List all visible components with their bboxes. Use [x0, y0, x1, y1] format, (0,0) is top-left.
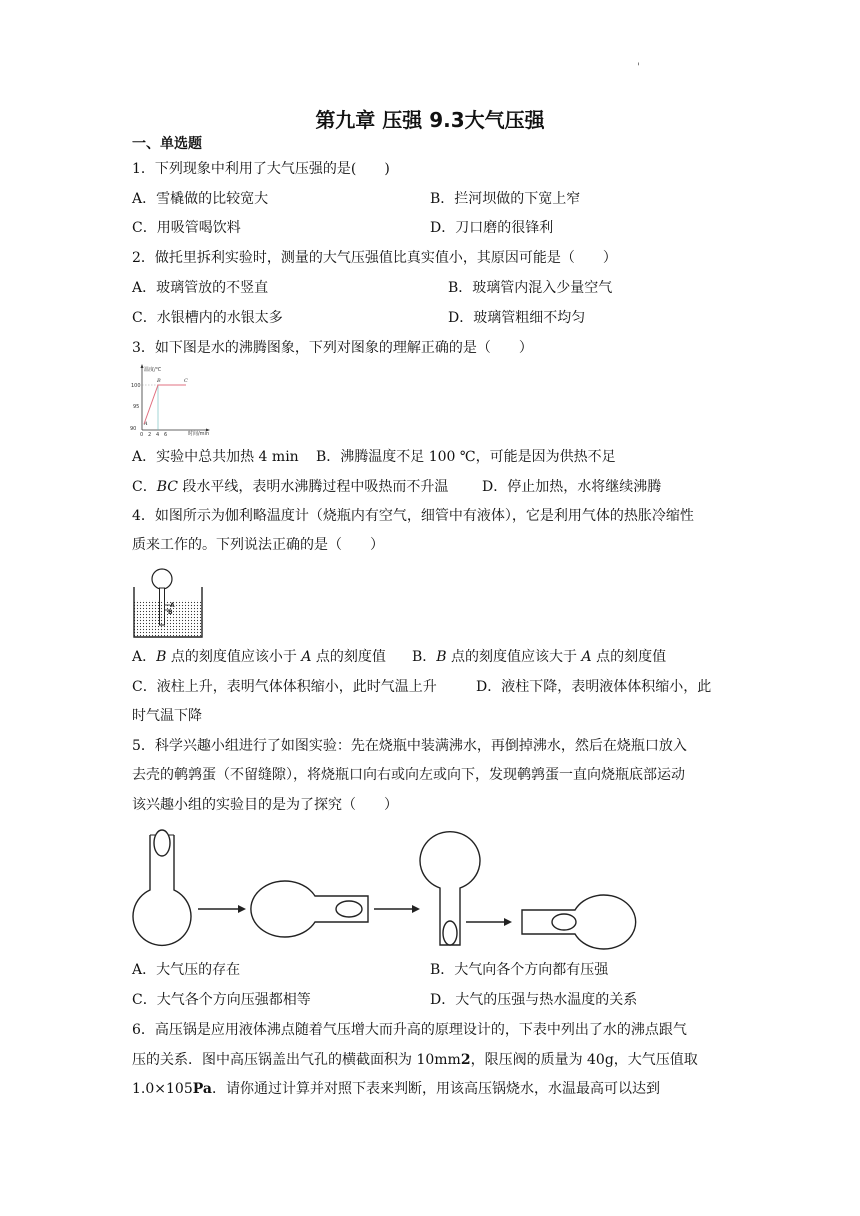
egg-3 — [443, 921, 457, 945]
q4-stem-line1: 4．如图所示为伽利略温度计（烧瓶内有空气，细管中有液体），它是利用气体的热胀冷缩性 — [132, 508, 694, 524]
egg-2 — [336, 901, 362, 917]
graph-xtick-0: 0 — [140, 432, 144, 438]
q2-option-b: B．玻璃管内混入少量空气 — [448, 280, 613, 296]
graph-ytick-95: 95 — [133, 404, 140, 410]
q6-line2: 压的关系．图中高压锅盖出气孔的横截面积为 10mm2，限压阀的质量为 40g，大气压值取 — [132, 1052, 698, 1068]
q5-option-d: D．大气的压强与热水温度的关系 — [430, 992, 638, 1008]
figure-label-b: B — [168, 609, 173, 616]
q5-stem-line2: 去壳的鹌鹑蛋（不留缝隙），将烧瓶口向右或向左或向下，发现鹌鹑蛋一直向烧瓶底部运动 — [132, 767, 685, 783]
egg-4 — [552, 914, 576, 930]
section-heading: 一、单选题 — [132, 136, 202, 152]
flask-down — [420, 832, 480, 945]
q5-option-c: C．大气各个方向压强都相等 — [132, 992, 311, 1008]
q1-option-a: A．雪橇做的比较宽大 — [132, 191, 269, 207]
q2-option-d: D．玻璃管粗细不均匀 — [448, 310, 586, 326]
q4-option-a: A．B 点的刻度值应该小于 A 点的刻度值 — [132, 649, 386, 665]
graph-xtick-6: 6 — [164, 432, 168, 438]
q4-option-d-line2: 时气温下降 — [132, 708, 202, 724]
graph-xlabel: 时间/min — [188, 431, 210, 437]
q6-line1: 6．高压锅是应用液体沸点随着气压增大而升高的原理设计的，下表中列出了水的沸点跟气 — [132, 1022, 687, 1038]
flask-right — [251, 881, 368, 937]
graph-point-c: C — [184, 378, 188, 384]
q4-option-b: B．B 点的刻度值应该大于 A 点的刻度值 — [412, 649, 667, 665]
q5-stem-line3: 该兴趣小组的实验目的是为了探究（ ） — [132, 797, 398, 813]
arrow-1 — [198, 905, 246, 913]
q5-stem-line1: 5．科学兴趣小组进行了如图实验：先在烧瓶中装满沸水，再倒掉沸水，然后在烧瓶口放入 — [132, 738, 687, 754]
corner-mark: ' — [637, 62, 640, 73]
page-title: 第九章 压强 9.3大气压强 — [315, 108, 545, 132]
graph-xtick-4: 4 — [156, 432, 160, 438]
q3-option-a: A．实验中总共加热 4 min — [132, 449, 299, 465]
q1-option-b: B．拦河坝做的下宽上窄 — [430, 191, 581, 207]
graph-xtick-2: 2 — [148, 432, 152, 438]
graph-point-a: A — [144, 421, 148, 427]
q3-option-b: B．沸腾温度不足 100 ℃，可能是因为供热不足 — [316, 449, 616, 465]
graph-ylabel: 温度/℃ — [144, 367, 162, 373]
q2-stem: 2．做托里拆利实验时，测量的大气压强值比真实值小，其原因可能是（ ） — [132, 250, 617, 266]
q5-option-a: A．大气压的存在 — [132, 962, 241, 978]
q4-option-d-line1: D．液柱下降，表明液体体积缩小，此 — [476, 679, 712, 695]
q4-stem-line2: 质来工作的。下列说法正确的是（ ） — [132, 537, 384, 553]
arrow-3 — [466, 918, 512, 926]
flask-upright — [133, 830, 191, 945]
q1-option-d: D．刀口磨的很锋利 — [430, 220, 554, 236]
q3-stem: 3．如下图是水的沸腾图象，下列对图象的理解正确的是（ ） — [132, 340, 533, 356]
q1-option-c: C．用吸管喝饮料 — [132, 220, 241, 236]
arrow-2 — [374, 905, 420, 913]
q2-option-a: A．玻璃管放的不竖直 — [132, 280, 269, 296]
flask-experiment-figure — [128, 825, 628, 950]
flask-bulb — [152, 569, 172, 589]
q3-option-c: C．BC 段水平线，表明水沸腾过程中吸热而不升温 — [132, 479, 449, 495]
galileo-thermometer-figure — [130, 565, 210, 640]
graph-ytick-90: 90 — [130, 426, 137, 432]
egg-1 — [154, 830, 170, 856]
q5-option-b: B．大气向各个方向都有压强 — [430, 962, 609, 978]
q1-stem: 1．下列现象中利用了大气压强的是( ) — [132, 161, 390, 177]
q2-option-c: C．水银槽内的水银太多 — [132, 310, 283, 326]
graph-line — [144, 385, 186, 424]
q4-option-c: C．液柱上升，表明气体体积缩小，此时气温上升 — [132, 679, 437, 695]
boiling-graph — [130, 362, 220, 437]
flask-left — [522, 895, 636, 949]
q3-option-d: D．停止加热，水将继续沸腾 — [482, 479, 662, 495]
graph-point-b: B — [157, 378, 161, 384]
figure-label-a: A — [170, 602, 175, 609]
graph-ytick-100: 100 — [131, 383, 141, 389]
q6-line3: 1.0×105Pa．请你通过计算并对照下表来判断，用该高压锅烧水，水温最高可以达到 — [132, 1081, 660, 1097]
